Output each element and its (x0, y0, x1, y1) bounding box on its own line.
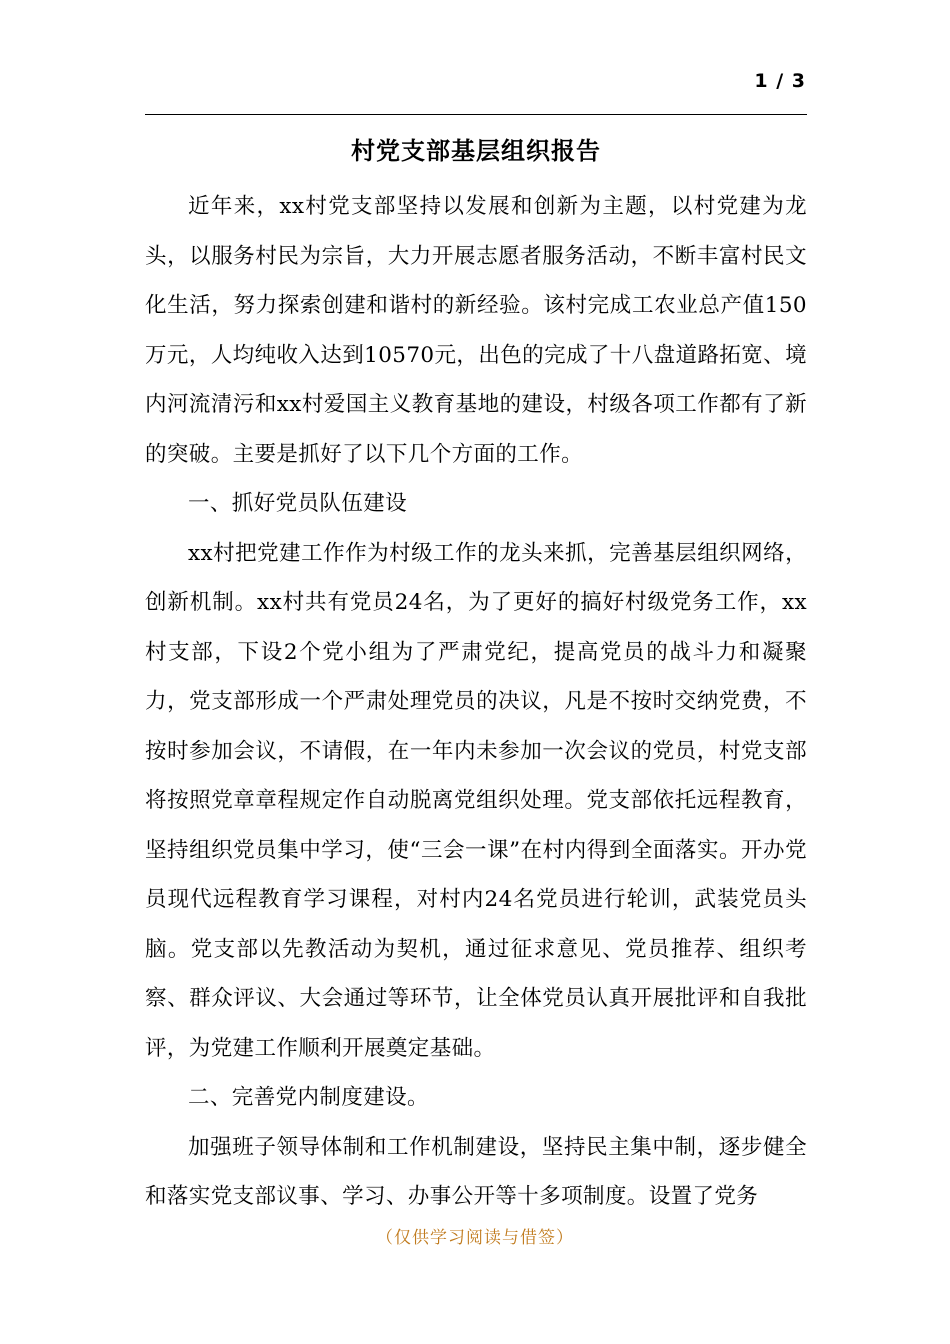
section-heading-1: 一、抓好党员队伍建设 (188, 491, 408, 516)
page-number: 1 / 3 (754, 70, 806, 92)
header-divider (145, 114, 807, 115)
paragraph-intro: 近年来，xx村党支部坚持以发展和创新为主题，以村党建为龙头，以服务村民为宗旨，大力开展志愿者服务活动，不断丰富村民文化生活，努力探索创建和谐村的新经验。该村完成工农业总产值150万元，人均纯收入达到10570元，出色的完成了十八盘道路拓宽、境内河流清污和xx村爱国主义教育基地的建设，村级各项工作都有了新的突破。主要是抓好了以下几个方面的工作。 (145, 194, 807, 467)
footer-note: （仅供学习阅读与借签） (376, 1228, 574, 1248)
paragraph-section-1: xx村把党建工作作为村级工作的龙头来抓，完善基层组织网络，创新机制。xx村共有党员24名，为了更好的搞好村级党务工作，xx村支部，下设2个党小组为了严肃党纪，提高党员的战斗力和凝聚力，党支部形成一个严肃处理党员的决议，凡是不按时交纳党费，不按时参加会议，不请假，在一年内未参加一次会议的党员，村党支部将按照党章章程规定作自动脱离党组织处理。党支部依托远程教育，坚持组织党员集中学习，使“三会一课”在村内得到全面落实。开办党员现代远程教育学习课程，对村内24名党员进行轮训，武装党员头脑。党支部以先教活动为契机，通过征求意见、党员推荐、组织考察、群众评议、大会通过等环节，让全体党员认真开展批评和自我批评，为党建工作顺利开展奠定基础。 (145, 540, 807, 1061)
paragraph-section-2: 加强班子领导体制和工作机制建设，坚持民主集中制，逐步健全和落实党支部议事、学习、办事公开等十多项制度。设置了党务 (145, 1134, 807, 1209)
section-heading-2: 二、完善党内制度建设。 (188, 1085, 429, 1110)
document-title: 村党支部基层组织报告 (351, 136, 601, 165)
document-body (145, 128, 807, 1222)
